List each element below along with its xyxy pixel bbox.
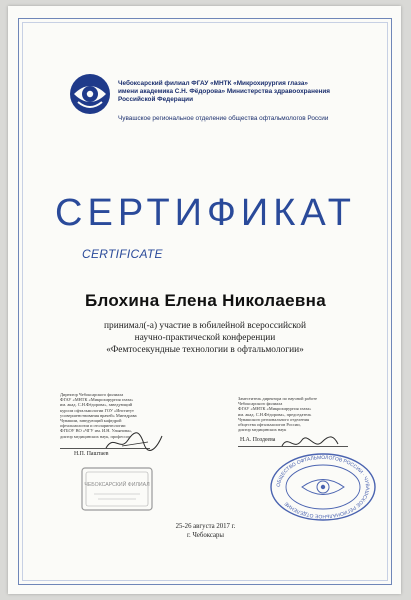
org-line: имени академика С.Н. Фёдорова» Министерства здравоохранения (118, 88, 331, 95)
sig-line-text: ФГБОУ ВО «ЧГУ им. И.Н. Ульянова», (60, 428, 133, 434)
event-date: 25-26 августа 2017 г. (175, 523, 236, 530)
sig-line-text: им. акад. С.Н.Фёдорова», председатель (238, 411, 312, 417)
body-line: принимал(-а) участие в юбилейной всероссийской (104, 321, 306, 331)
sig-line-text: доктор медицинских наук (238, 427, 287, 433)
sig-line-text: Чебоксарского филиала (238, 401, 283, 407)
sig-line-text: Директор Чебоксарского филиала (60, 392, 124, 397)
sig-line-text: усовершенствования врачей» Минздрава (60, 412, 137, 418)
sig-line-text: офтальмологии и отоларингологии (60, 423, 126, 429)
sig-line-text: курсом офтальмологии ГОУ «Институт (60, 407, 134, 413)
sig-line-text: доктор медицинских наук, профессор (60, 433, 131, 439)
certificate-title: СЕРТИФИКАТ (55, 192, 356, 234)
right-signatory-title (238, 396, 338, 432)
branch-name: Чувашское региональное отделение общества офтальмологов России (118, 115, 329, 122)
mntk-eye-logo-icon (68, 72, 112, 116)
org-line: Российской Федерации (118, 96, 194, 103)
event-place: г. Чебоксары (187, 532, 224, 539)
org-line: Чебоксарский филиал ФГАУ «МНТК «Микрохирургия глаза» (118, 80, 308, 87)
participation-text (60, 320, 350, 356)
body-line: «Фемтосекундные технологии в офтальмологии» (106, 345, 304, 355)
sig-line-text: общества офтальмологов России, (238, 422, 301, 428)
left-stamp-text: ЧЕБОКСАРСКИЙ ФИЛИАЛ (84, 482, 150, 488)
event-date-place (0, 522, 411, 540)
right-signature-icon (280, 432, 340, 454)
sig-line-text: им. акад. С.Н.Фёдорова», заведующий (60, 402, 133, 408)
sig-line-text: ФГАУ «МНТК «Микрохирургия глаза» (60, 397, 134, 403)
body-line: научно-практической конференции (134, 333, 276, 343)
sig-line-text: Чувашского регионального отделения (238, 416, 310, 422)
left-signature-icon (104, 430, 164, 454)
organization-name (118, 80, 348, 104)
recipient-name: Блохина Елена Николаевна (85, 291, 326, 310)
right-stamp-text: ОБЩЕСТВО ОФТАЛЬМОЛОГОВ РОССИИ · ЧУВАШСКОЕ РЕГИОНАЛЬНОЕ ОТДЕЛЕНИЕ (275, 454, 371, 520)
right-signatory-name: Н.А. Поздеева (240, 437, 276, 443)
sig-line-text: Заместитель директора по научной работе (238, 396, 317, 401)
left-stamp (80, 464, 154, 514)
sig-line-text: ФГАУ «МНТК «Микрохирургия глаза» (238, 406, 312, 412)
sig-line-text: Чувашии, заведующий кафедрой (60, 418, 122, 424)
right-stamp (268, 452, 378, 522)
certificate-subtitle: CERTIFICATE (82, 247, 163, 261)
left-signatory-name: Н.П. Паштаев (74, 451, 109, 457)
